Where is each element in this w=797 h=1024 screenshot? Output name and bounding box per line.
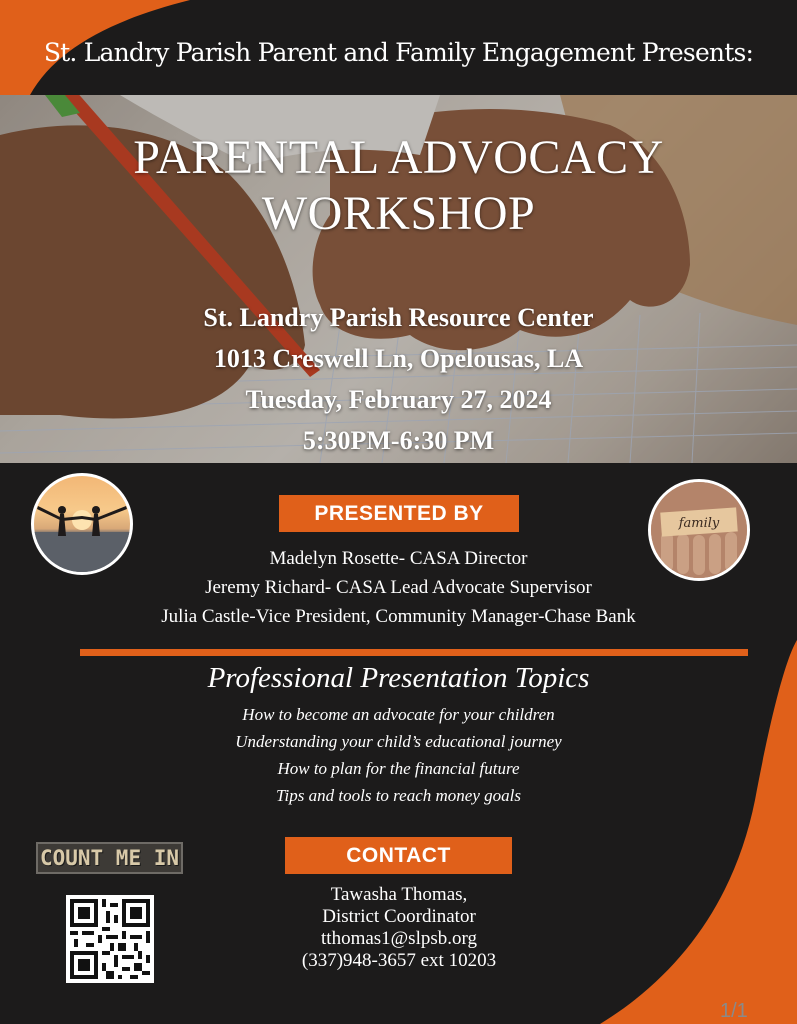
event-details — [0, 297, 797, 461]
presenter-item: Julia Castle-Vice President, Community Manager-Chase Bank — [161, 606, 636, 627]
presenter-item: Jeremy Richard- CASA Lead Advocate Supervisor — [205, 577, 592, 598]
count-me-in-badge: COUNT ME IN — [36, 842, 183, 874]
presented-by-label: PRESENTED BY — [279, 495, 519, 532]
qr-code-icon[interactable] — [66, 895, 154, 983]
page-indicator: 1/1 — [720, 1000, 748, 1022]
topics-list — [0, 701, 797, 809]
topic-item: How to plan for the financial future — [277, 759, 520, 778]
contact-email[interactable]: tthomas1@slpsb.org — [321, 928, 477, 949]
event-time: 5:30PM-6:30 PM — [302, 426, 495, 455]
event-venue: St. Landry Parish Resource Center — [203, 303, 594, 332]
family-tag-text: family — [678, 516, 720, 531]
contact-role: District Coordinator — [322, 906, 476, 927]
orange-divider — [80, 649, 748, 656]
topic-item: Understanding your child’s educational journey — [235, 732, 562, 751]
presenters-list — [0, 544, 797, 631]
topic-item: Tips and tools to reach money goals — [276, 786, 521, 805]
topics-heading: Professional Presentation Topics — [207, 662, 590, 694]
event-address: 1013 Creswell Ln, Opelousas, LA — [213, 344, 584, 373]
contact-phone[interactable]: (337)948-3657 ext 10203 — [301, 950, 497, 971]
contact-info — [247, 884, 551, 972]
workshop-title — [0, 130, 797, 242]
topic-item: How to become an advocate for your children — [242, 705, 555, 724]
contact-name: Tawasha Thomas, — [330, 884, 468, 905]
header-presenter-line: St. Landry Parish Parent and Family Engagement Presents: — [43, 38, 754, 67]
contact-label: CONTACT — [285, 837, 512, 874]
title-line-1: PARENTAL ADVOCACY — [133, 131, 664, 184]
event-date: Tuesday, February 27, 2024 — [245, 385, 552, 414]
presenter-item: Madelyn Rosette- CASA Director — [269, 548, 528, 569]
title-line-2: WORKSHOP — [261, 187, 536, 240]
